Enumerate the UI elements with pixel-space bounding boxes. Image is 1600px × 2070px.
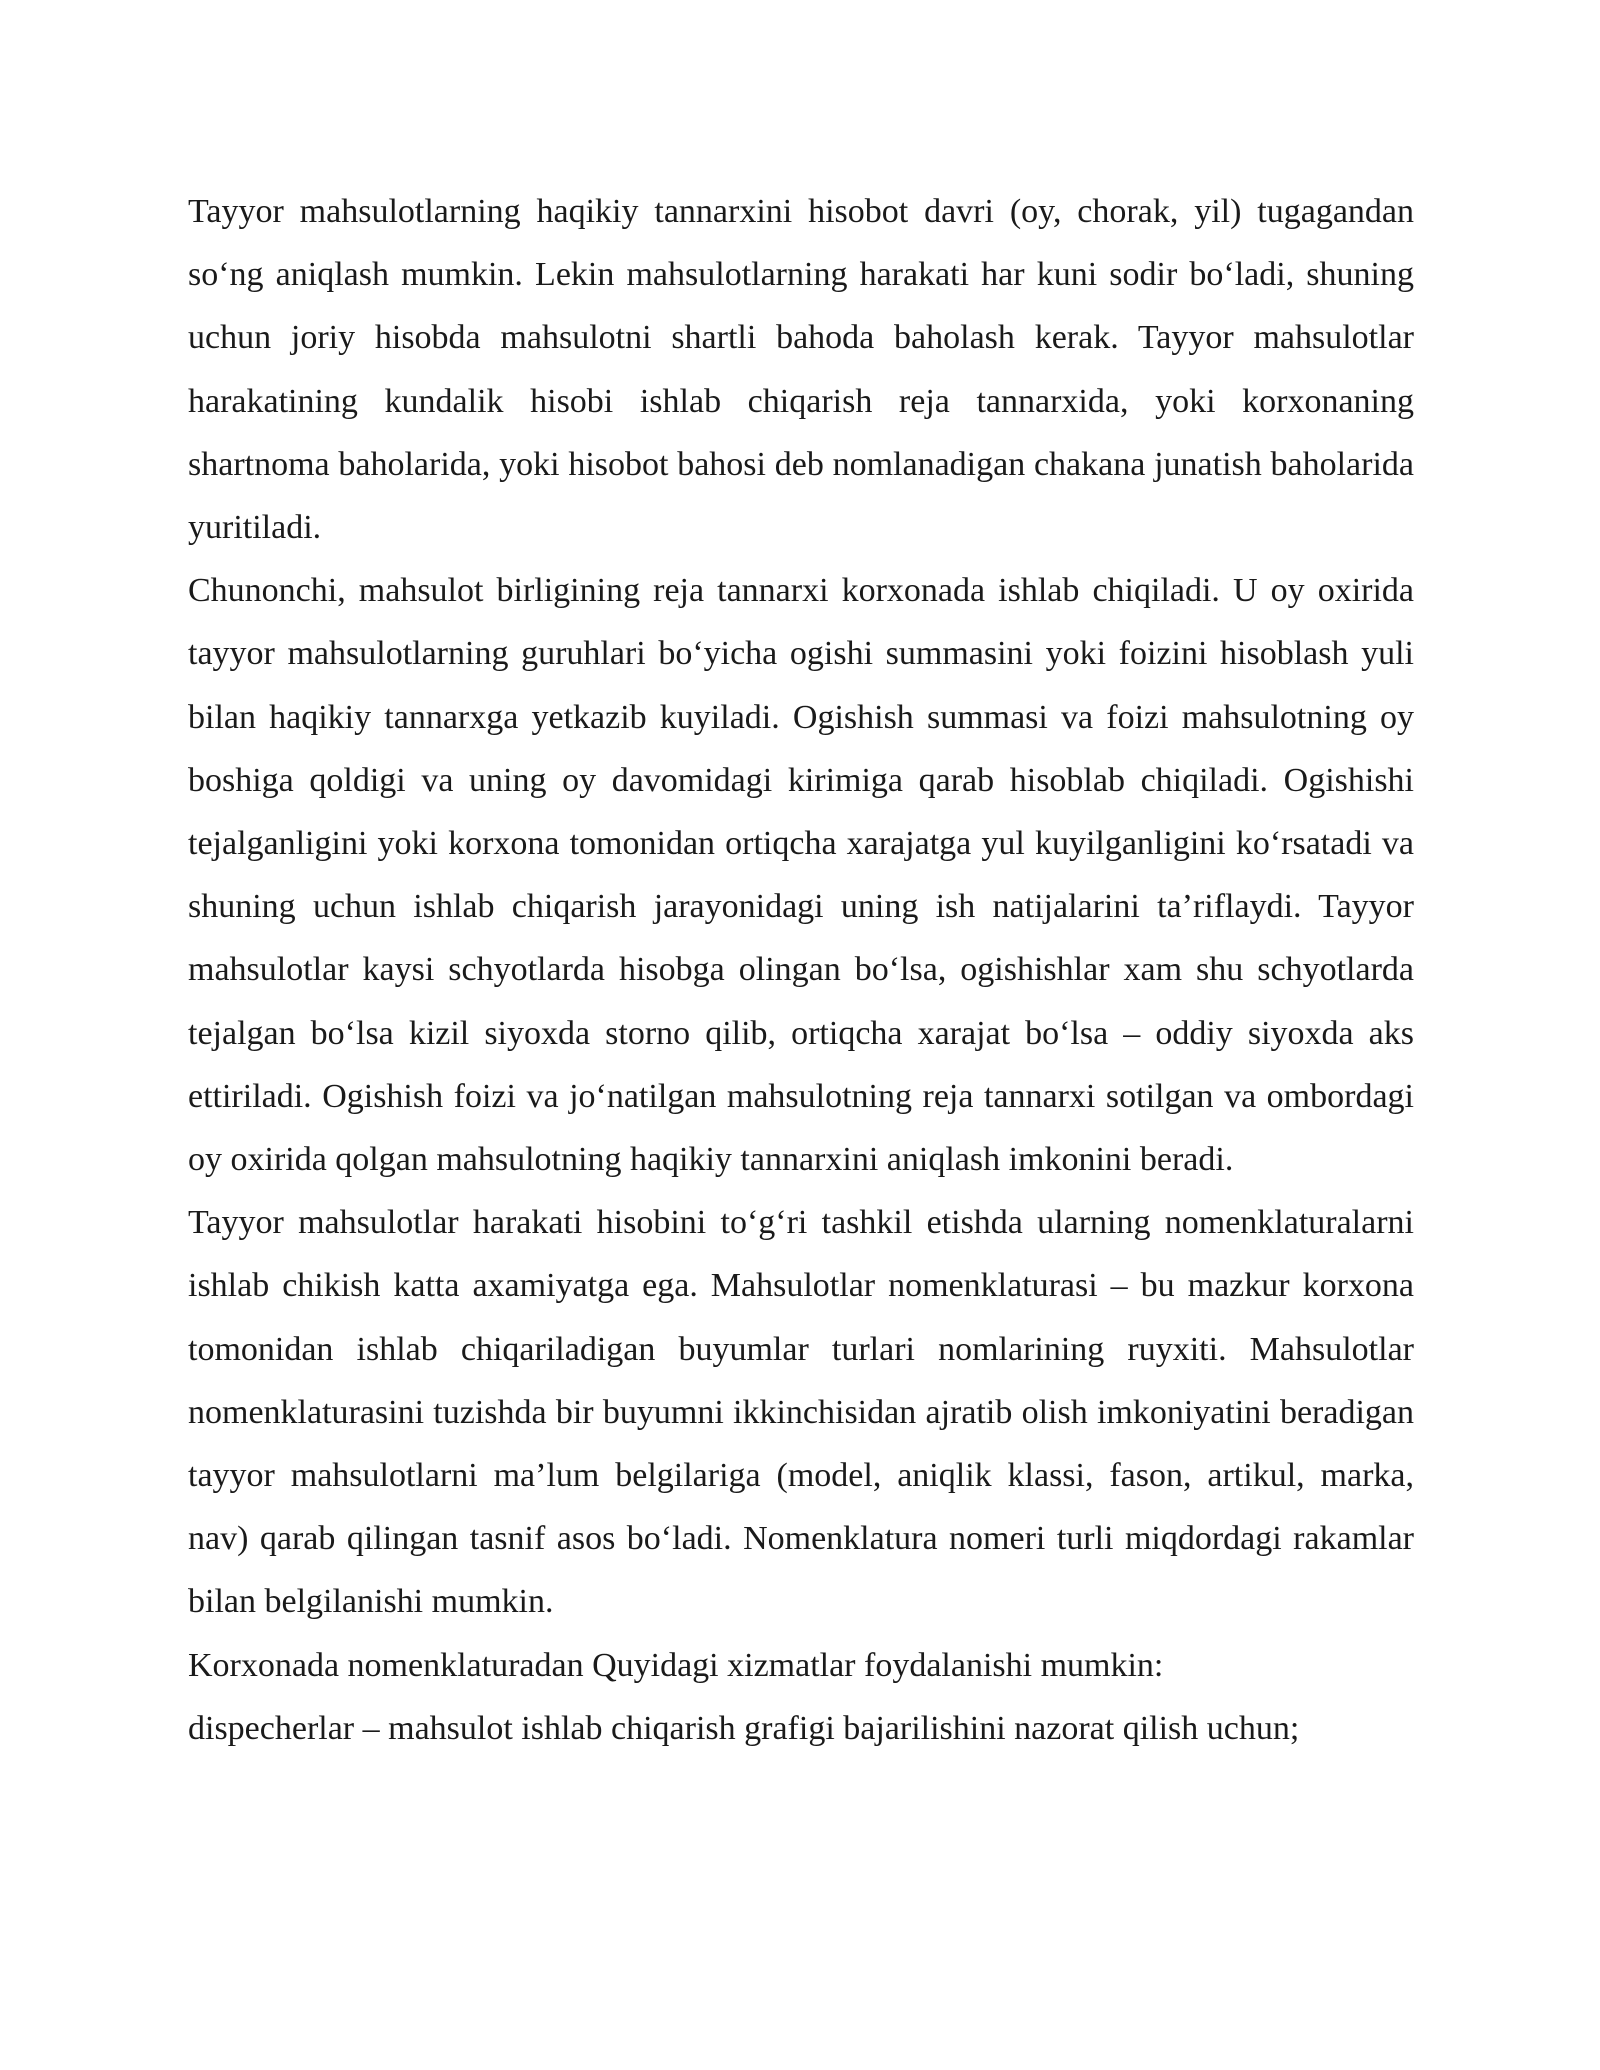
paragraph-dispatchers: dispecherlar – mahsulot ishlab chiqarish grafigi bajarilishini nazorat qilish uchun;	[188, 1709, 1300, 1747]
document-body	[188, 180, 1414, 1760]
paragraph-product-nomenclature: Tayyor mahsulotlar harakati hisobini to‘g‘ri tashkil etishda ularning nomenklaturalarni ishlab chikish katta axamiyatga ega. Mahsulotlar nomenklaturasi – bu mazkur korxona tomonidan ishlab chiqariladigan buyumlar turlari nomlarining ruyxiti. Mahsulotlar nomenklaturasini tuzishda bir buyumni ikkinchisidan ajratib olish imkoniyatini beradigan tayyor mahsulotlarni ma’lum belgilariga (model, aniqlik klassi, fason, artikul, marka, nav) qarab qilingan tasnif asos bo‘ladi. Nomenklatura nomeri turli miqdordagi rakamlar bilan belgilanishi mumkin.	[188, 1204, 1414, 1621]
paragraph-planned-cost-deviation: Chunonchi, mahsulot birligining reja tannarxi korxonada ishlab chiqiladi. U oy oxirida tayyor mahsulotlarning guruhlari bo‘yicha ogishi summasini yoki foizini hisoblash yuli bilan haqikiy tannarxga yetkazib kuyiladi. Ogishish summasi va foizi mahsulotning oy boshiga qoldigi va uning oy davomidagi kirimiga qarab hisoblab chiqiladi. Ogishishi tejalganligini yoki korxona tomonidan ortiqcha xarajatga yul kuyilganligini ko‘rsatadi va shuning uchun ishlab chiqarish jarayonidagi uning ish natijalarini ta’riflaydi. Tayyor mahsulotlar kaysi schyotlarda hisobga olingan bo‘lsa, ogishishlar xam shu schyotlarda tejalgan bo‘lsa kizil siyoxda storno qilib, ortiqcha xarajat bo‘lsa – oddiy siyoxda aks ettiriladi. Ogishish foizi va jo‘natilgan mahsulotning reja tannarxi sotilgan va ombordagi oy oxirida qolgan mahsulotning haqikiy tannarxini aniqlash imkonini beradi.	[188, 572, 1414, 1179]
paragraph-nomenclature-users: Korxonada nomenklaturadan Quyidagi xizmatlar foydalanishi mumkin:	[188, 1646, 1164, 1684]
paragraph-finished-goods-cost: Tayyor mahsulotlarning haqikiy tannarxini hisobot davri (oy, chorak, yil) tugagandan so‘ng aniqlash mumkin. Lekin mahsulotlarning harakati har kuni sodir bo‘ladi, shuning uchun joriy hisobda mahsulotni shartli bahoda baholash kerak. Tayyor mahsulotlar harakatining kundalik hisobi ishlab chiqarish reja tannarxida, yoki korxonaning shartnoma baholarida, yoki hisobot bahosi deb nomlanadigan chakana junatish baholarida yuritiladi.	[188, 193, 1414, 547]
